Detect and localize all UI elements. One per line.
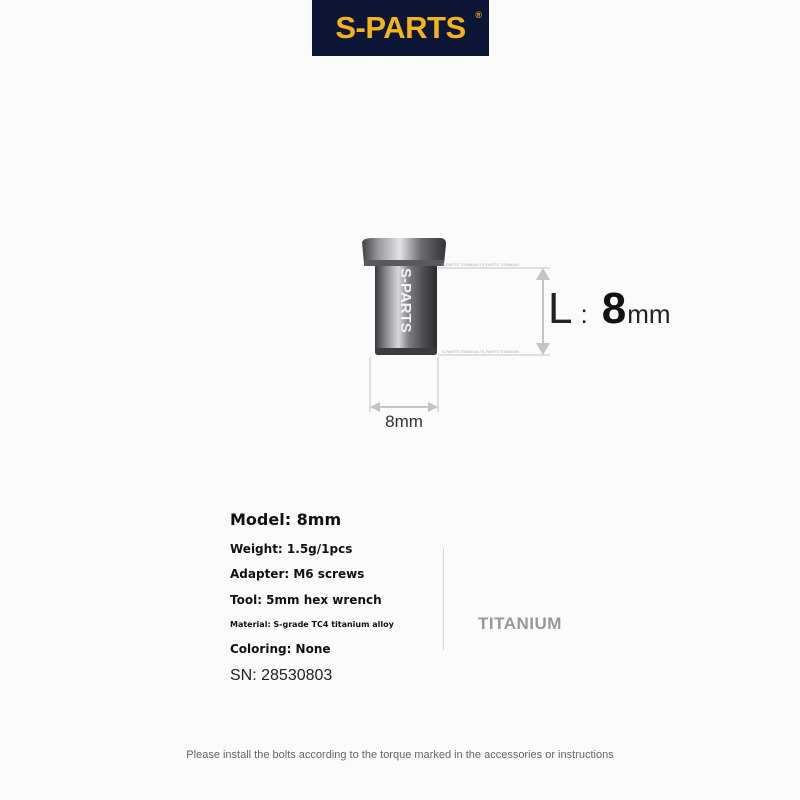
svg-text:S-PARTS TITANIUM / S-PARTS TIT: S-PARTS TITANIUM / S-PARTS TITANIUM bbox=[442, 262, 519, 267]
brand-logo bbox=[312, 0, 489, 56]
engraving-text: S-PARTS bbox=[397, 268, 414, 333]
svg-text:S-PARTS TITANIUM / S-PARTS TIT: S-PARTS TITANIUM / S-PARTS TITANIUM bbox=[442, 349, 519, 354]
width-dimension bbox=[370, 357, 438, 412]
spec-tool: Tool: 5mm hex wrench bbox=[230, 593, 382, 607]
length-dimension bbox=[438, 262, 550, 355]
install-note: Please install the bolts according to the torque marked in the accessories or instructions bbox=[186, 749, 614, 761]
divider bbox=[443, 548, 444, 650]
length-value: 8 bbox=[601, 284, 627, 333]
length-letter: L bbox=[548, 284, 573, 333]
registered-mark: ® bbox=[475, 10, 482, 20]
length-label bbox=[548, 284, 671, 344]
spec-coloring: Coloring: None bbox=[230, 642, 331, 656]
length-unit: mm bbox=[627, 299, 671, 329]
brand-logo-text: S-PARTS bbox=[335, 10, 466, 45]
bolt-sleeve bbox=[362, 238, 446, 355]
width-label: 8mm bbox=[385, 412, 423, 431]
spec-weight: Weight: 1.5g/1pcs bbox=[230, 542, 353, 556]
material-badge: TITANIUM bbox=[478, 614, 562, 633]
spec-material: Material: S-grade TC4 titanium alloy bbox=[230, 620, 394, 629]
length-separator: : bbox=[580, 299, 588, 329]
spec-adapter: Adapter: M6 screws bbox=[230, 567, 365, 581]
spec-serial-number: SN: 28530803 bbox=[230, 667, 333, 684]
spec-model: Model: 8mm bbox=[230, 510, 342, 529]
